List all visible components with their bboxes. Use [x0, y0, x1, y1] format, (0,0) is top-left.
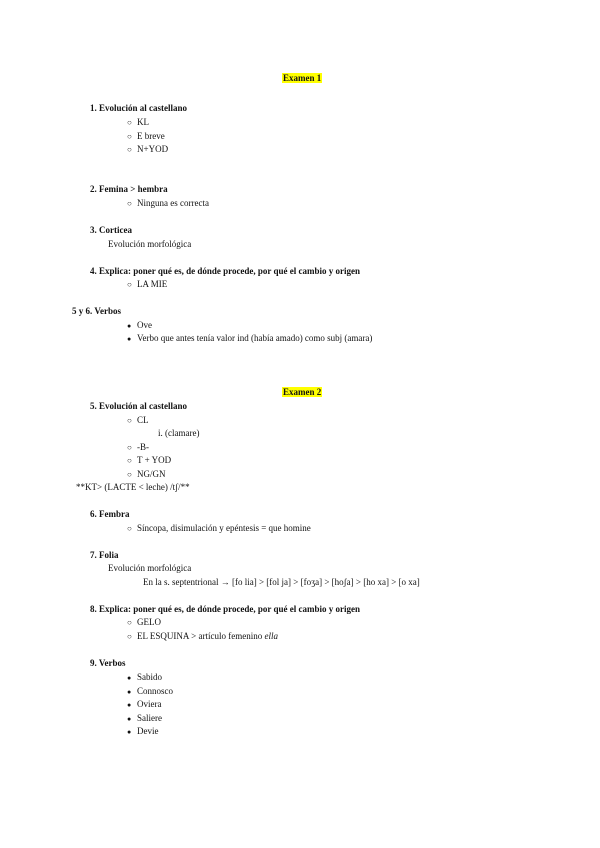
hollow-bullet-icon [127, 279, 137, 290]
exam2-q9-heading: 9. Verbos [90, 658, 126, 668]
exam2-q7-note: Evolución morfológica [108, 563, 192, 573]
list-item: ●Devie [127, 726, 159, 738]
hollow-bullet-icon [127, 455, 137, 466]
exam1-q3-heading: 3. Corticea [90, 225, 132, 235]
hollow-bullet-icon [127, 117, 137, 128]
exam2-q5-note: **KT> (LACTE < leche) /tʃ/** [76, 482, 190, 492]
list-item: ○NG/GN [127, 469, 166, 480]
hollow-bullet-icon [127, 469, 137, 480]
list-item: ○EL ESQUINA > artículo femenino ella [127, 631, 278, 642]
exam2-q6-heading: 6. Fembra [90, 509, 130, 519]
list-item: ○CL [127, 415, 149, 426]
exam2-q7-detail: En la s. septentrional → [fo lia] > [fol ja] > [foʒa] > [hoʃa] > [ho xa] > [o xa] [143, 577, 420, 587]
solid-bullet-icon [127, 333, 137, 345]
exam1-q3-note: Evolución morfológica [108, 239, 192, 249]
list-item: ○KL [127, 117, 149, 128]
exam2-title: Examen 2 [283, 387, 322, 397]
solid-bullet-icon [127, 699, 137, 711]
list-item: ○N+YOD [127, 144, 168, 155]
exam1-q56-heading: 5 y 6. Verbos [72, 306, 122, 316]
exam1-q1-heading: 1. Evolución al castellano [90, 103, 188, 113]
list-item: ●Oviera [127, 699, 162, 711]
list-item: ●Sabido [127, 672, 162, 684]
list-item: ○Ninguna es correcta [127, 198, 209, 209]
exam1-q4-heading: 4. Explica: poner qué es, de dónde procede, por qué el cambio y origen [90, 266, 361, 276]
hollow-bullet-icon [127, 442, 137, 453]
exam2-q7-heading: 7. Folia [90, 550, 119, 560]
hollow-bullet-icon [127, 631, 137, 642]
sub-list-item: i. (clamare) [158, 428, 200, 438]
list-item: ○T + YOD [127, 455, 171, 466]
exam1-title: Examen 1 [283, 73, 322, 83]
exam2-q8-heading: 8. Explica: poner qué es, de dónde procede, por qué el cambio y origen [90, 604, 361, 614]
list-item: ●Verbo que antes tenía valor ind (había amado) como subj (amara) [127, 333, 372, 345]
list-item: ●Connosco [127, 686, 173, 698]
list-item: ●Saliere [127, 713, 162, 725]
list-item: ○E breve [127, 131, 165, 142]
solid-bullet-icon [127, 672, 137, 684]
list-item: ○Síncopa, disimulación y epéntesis = que homine [127, 523, 311, 534]
solid-bullet-icon [127, 320, 137, 332]
hollow-bullet-icon [127, 131, 137, 142]
solid-bullet-icon [127, 713, 137, 725]
list-item: ●Ove [127, 320, 152, 332]
list-item: ○-B- [127, 442, 149, 453]
exam2-q5-heading: 5. Evolución al castellano [90, 401, 188, 411]
hollow-bullet-icon [127, 144, 137, 155]
hollow-bullet-icon [127, 198, 137, 209]
hollow-bullet-icon [127, 523, 137, 534]
list-item: ○LA MIE [127, 279, 167, 290]
hollow-bullet-icon [127, 617, 137, 628]
solid-bullet-icon [127, 726, 137, 738]
list-item: ○GELO [127, 617, 161, 628]
exam1-q2-heading: 2. Femina > hembra [90, 184, 168, 194]
solid-bullet-icon [127, 686, 137, 698]
hollow-bullet-icon [127, 415, 137, 426]
